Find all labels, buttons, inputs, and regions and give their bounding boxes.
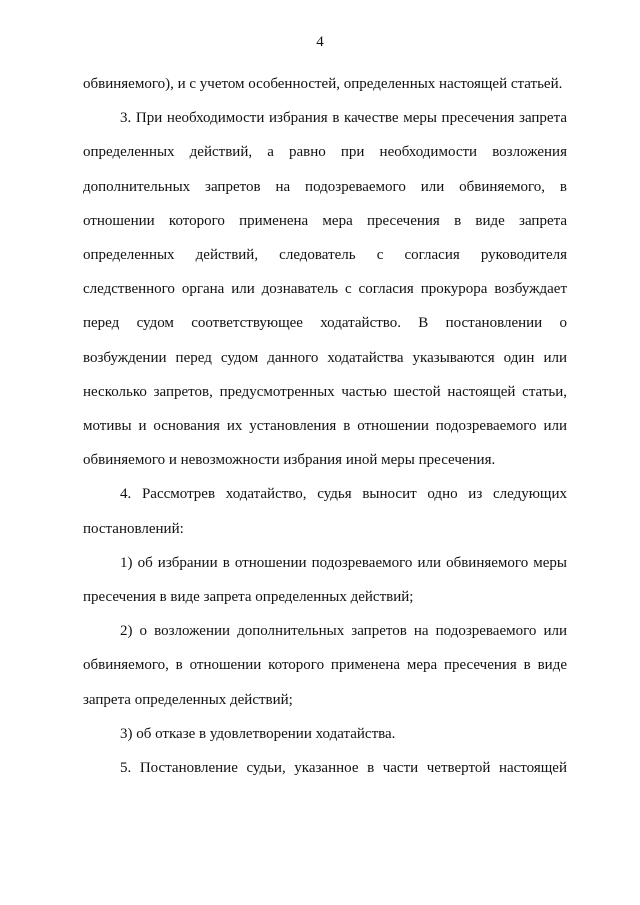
paragraph-item-2: 2) о возложении дополнительных запретов на подозреваемого или обвиняемого, в отношении которого применена мера пресечения в виде запрета определенных действий; xyxy=(83,623,567,708)
page-number: 4 xyxy=(316,34,324,50)
paragraph-item-1: 1) об избрании в отношении подозреваемого или обвиняемого меры пресечения в виде запрета определенных действий; xyxy=(83,554,567,606)
paragraph-continuation: обвиняемого), и с учетом особенностей, определенных настоящей статьей. xyxy=(83,76,563,92)
paragraph-part-3: 3. При необходимости избрания в качестве меры пресечения запрета определенных действий, а равно при необходимости возложения дополнительных запретов на подозреваемого или обвиняемого, в отношении которого применена мера пресечения в виде запрета определенных действий, следователь с согласия руководителя следственного органа или дознаватель с согласия прокурора возбуждает перед судом соответствующее ходатайство. В постановлении о возбуждении перед судом данного ходатайства указываются один или несколько запретов, предусмотренных частью шестой настоящей статьи, мотивы и основания их установления в отношении подозреваемого или обвиняемого и невозможности избрания иной меры пресечения. xyxy=(83,110,567,469)
document-body xyxy=(83,67,567,785)
paragraph-item-3: 3) об отказе в удовлетворении ходатайства. xyxy=(120,725,396,742)
paragraph-part-5: 5. Постановление судьи, указанное в части четвертой настоящей xyxy=(120,760,567,777)
paragraph-part-4: 4. Рассмотрев ходатайство, судья выносит одно из следующих постановлений: xyxy=(83,486,567,537)
